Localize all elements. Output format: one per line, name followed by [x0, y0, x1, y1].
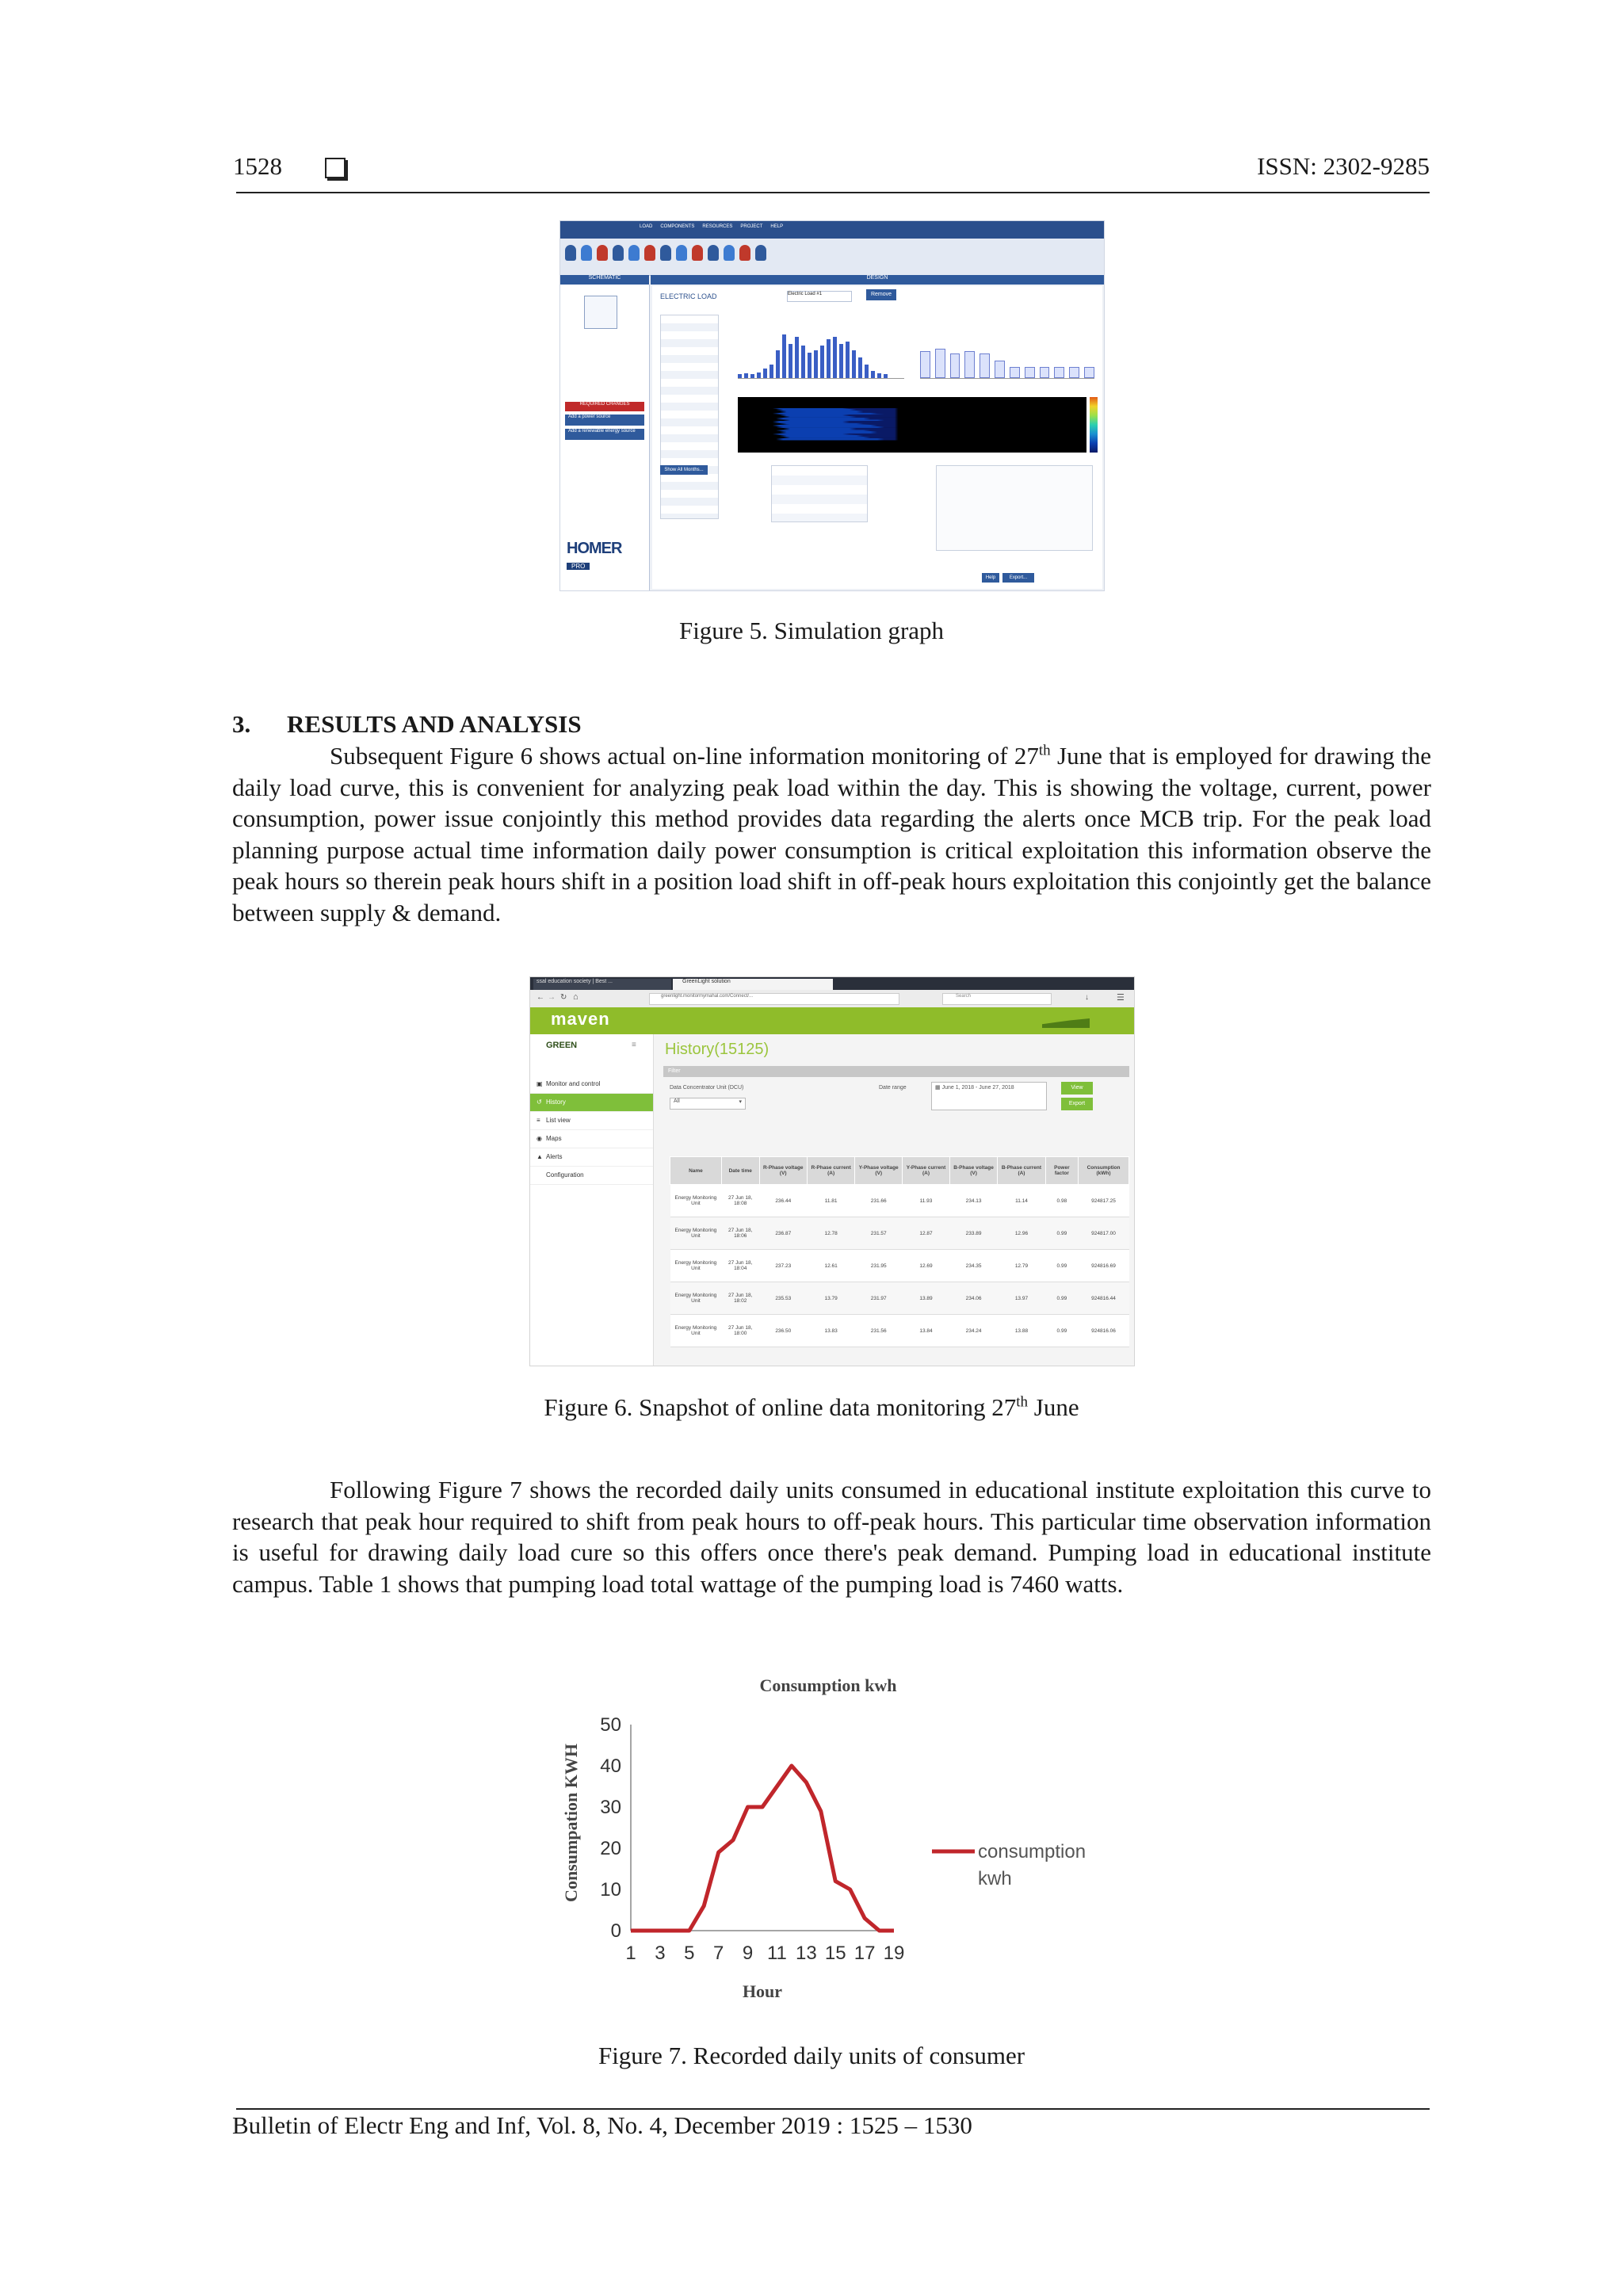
chart-title: Consumption kwh: [759, 1675, 897, 1695]
ribbon-tool-icon[interactable]: [613, 245, 624, 261]
table-cell: 0.99: [1045, 1315, 1078, 1347]
show-all-months-button[interactable]: Show All Months...: [660, 465, 708, 475]
daily-profile-bar: [833, 337, 837, 378]
filter-bar: Filter: [663, 1066, 1129, 1077]
footer-rule: [236, 2108, 1430, 2110]
table-cell: 924816.44: [1079, 1282, 1129, 1315]
section-number: 3.: [232, 710, 251, 738]
daily-profile-bar: [846, 342, 850, 378]
ribbon-tool-icon[interactable]: [644, 245, 655, 261]
y-tick-label: 30: [600, 1797, 621, 1818]
series-line: [631, 1766, 894, 1931]
brand-bar: [530, 1007, 1134, 1034]
dcu-label: Data Concentrator Unit (DCU): [670, 1085, 744, 1091]
load-icon: [584, 296, 617, 329]
table-cell: 236.87: [759, 1217, 807, 1250]
table-cell: 237.23: [759, 1250, 807, 1282]
efficiency-box: [936, 465, 1093, 551]
section-heading: [232, 710, 582, 739]
export-button[interactable]: Export...: [1002, 573, 1034, 583]
view-button[interactable]: View: [1061, 1082, 1093, 1095]
table-cell: 13.84: [903, 1315, 950, 1347]
table-cell: 231.95: [855, 1250, 903, 1282]
heatmap-color-scale: [1090, 397, 1098, 453]
seasonal-box: [1084, 367, 1094, 378]
map-pin-icon: ◉: [537, 1135, 542, 1142]
daily-profile-bar: [789, 344, 792, 379]
table-header-cell: Name: [670, 1157, 722, 1185]
table-cell: Energy Monitoring Unit: [670, 1315, 722, 1347]
help-button[interactable]: Help: [982, 573, 999, 583]
daily-profile-bar: [750, 374, 754, 378]
table-cell: 924816.06: [1079, 1315, 1129, 1347]
figure5-caption: Figure 5. Simulation graph: [678, 617, 945, 644]
ribbon-tool-icon[interactable]: [708, 245, 719, 261]
seasonal-box: [950, 353, 960, 378]
daily-profile-bar: [769, 365, 773, 378]
seasonal-box: [980, 353, 990, 378]
table-cell: 27 Jun 18, 18:02: [721, 1282, 759, 1315]
table-cell: 234.24: [949, 1315, 997, 1347]
stats-table: [771, 465, 868, 522]
homer-menu-tab[interactable]: HELP: [770, 224, 784, 229]
header-rule: [236, 192, 1430, 193]
figure6-caption: Figure 6. Snapshot of online data monitoring 27th June: [544, 1393, 1079, 1421]
search-field[interactable]: [942, 993, 1052, 1005]
sidebar-item-alerts[interactable]: ▲ Alerts: [530, 1148, 653, 1167]
table-header-cell: Y-Phase voltage (V): [855, 1157, 903, 1185]
daily-profile-chart: [738, 330, 904, 379]
table-cell: 233.89: [949, 1217, 997, 1250]
x-tick-label: 3: [655, 1943, 666, 1964]
table-cell: 13.79: [807, 1282, 854, 1315]
bell-icon: ▲: [537, 1153, 543, 1160]
history-icon: ↺: [537, 1098, 542, 1106]
daily-profile-bar: [808, 353, 812, 378]
table-cell: 0.99: [1045, 1282, 1078, 1315]
homer-ribbon: [560, 239, 1104, 276]
homer-menu-bar: [560, 221, 1104, 239]
table-cell: 13.88: [998, 1315, 1045, 1347]
design-title-bar: DESIGN: [651, 275, 1104, 285]
calendar-icon: ▦: [935, 1085, 941, 1091]
x-tick-label: 11: [766, 1943, 787, 1964]
daily-profile-bar: [795, 337, 799, 378]
app-sidebar: [530, 1034, 654, 1366]
table-cell: 231.97: [855, 1282, 903, 1315]
table-row[interactable]: [670, 1185, 1129, 1217]
table-cell: 13.83: [807, 1315, 854, 1347]
reload-icon[interactable]: ↻: [560, 993, 567, 1002]
y-tick-label: 0: [610, 1920, 621, 1942]
download-icon[interactable]: ↓: [1085, 993, 1089, 1002]
load-title: ELECTRIC LOAD: [660, 292, 717, 300]
daily-profile-bar: [827, 339, 831, 378]
table-cell: 0.99: [1045, 1217, 1078, 1250]
x-tick-label: 5: [684, 1943, 695, 1964]
schematic-panel: [560, 285, 650, 590]
ribbon-tool-icon[interactable]: [739, 245, 750, 261]
legend-label: consumption: [978, 1841, 1086, 1862]
table-cell: 924817.00: [1079, 1217, 1129, 1250]
required-changes-bar: REQUIRED CHANGES: [565, 402, 644, 411]
table-cell: Energy Monitoring Unit: [670, 1250, 722, 1282]
issn: ISSN: 2302-9285: [1257, 152, 1430, 180]
seasonal-box: [1054, 367, 1064, 378]
seasonal-profile-chart: [920, 330, 1094, 379]
table-cell: Energy Monitoring Unit: [670, 1282, 722, 1315]
sidebar-item-history[interactable]: ↺ History: [530, 1094, 653, 1112]
table-cell: 11.14: [998, 1185, 1045, 1217]
homer-menu-tab[interactable]: PROJECT: [740, 224, 763, 229]
daily-profile-bar: [877, 373, 881, 378]
sidebar-toggle-icon[interactable]: ≡: [632, 1041, 636, 1049]
daily-profile-bar: [738, 374, 742, 378]
table-cell: 27 Jun 18, 18:00: [721, 1315, 759, 1347]
add-power-source-button[interactable]: Add a power source: [565, 415, 644, 426]
remove-button[interactable]: Remove: [866, 289, 896, 300]
x-tick-label: 13: [795, 1943, 817, 1964]
ribbon-tool-icon[interactable]: [565, 245, 576, 261]
table-cell: 231.56: [855, 1315, 903, 1347]
ribbon-tool-icon[interactable]: [597, 245, 608, 261]
table-cell: 234.13: [949, 1185, 997, 1217]
figure5-screenshot: [559, 220, 1105, 591]
daily-profile-bar: [757, 372, 761, 378]
monitor-icon: ▣: [537, 1080, 543, 1087]
url-field[interactable]: greenlight.monitormymahal.com/Connect/...: [649, 993, 899, 1005]
ribbon-tool-icon[interactable]: [724, 245, 735, 261]
daily-profile-bar: [744, 373, 748, 378]
x-tick-label: 7: [712, 1943, 724, 1964]
search-placeholder: Search: [956, 994, 972, 999]
menu-icon[interactable]: ☰: [1117, 993, 1125, 1003]
daily-profile-bar: [814, 350, 818, 378]
table-cell: 27 Jun 18, 18:06: [721, 1217, 759, 1250]
x-tick-label: 17: [854, 1943, 876, 1964]
table-cell: 27 Jun 18, 18:08: [721, 1185, 759, 1217]
daily-profile-bar: [776, 350, 780, 378]
daily-profile-bar: [763, 369, 767, 378]
table-header-cell: Consumption (kWh): [1079, 1157, 1129, 1185]
sidebar-item-list-view[interactable]: ≡ List view: [530, 1112, 653, 1130]
table-cell: 0.99: [1045, 1250, 1078, 1282]
footer-citation: Bulletin of Electr Eng and Inf, Vol. 8, No. 4, December 2019 : 1525 – 1530: [232, 2111, 972, 2139]
list-icon: ≡: [537, 1117, 540, 1124]
daily-profile-bar: [884, 374, 888, 378]
table-cell: 924816.69: [1079, 1250, 1129, 1282]
schematic-title-bar: SCHEMATIC: [560, 275, 649, 285]
ribbon-tool-icon[interactable]: [581, 245, 592, 261]
table-header-cell: R-Phase current (A): [807, 1157, 854, 1185]
table-header-cell: B-Phase voltage (V): [949, 1157, 997, 1185]
table-cell: 924817.25: [1079, 1185, 1129, 1217]
january-profile-table: [660, 315, 719, 519]
history-table: [670, 1156, 1129, 1347]
table-cell: 231.66: [855, 1185, 903, 1217]
daily-profile-bar: [782, 334, 786, 378]
homer-menu-tab[interactable]: RESOURCES: [702, 224, 733, 229]
table-row[interactable]: [670, 1217, 1129, 1250]
table-cell: 12.79: [998, 1250, 1045, 1282]
page-title: History(15125): [665, 1041, 769, 1058]
seasonal-box: [1025, 367, 1035, 378]
daily-profile-bar: [865, 365, 869, 378]
dcu-select[interactable]: All ▾: [670, 1098, 746, 1110]
ribbon-tool-icon[interactable]: [660, 245, 671, 261]
table-cell: 11.81: [807, 1185, 854, 1217]
browser-tab-2[interactable]: GreenLight solution: [673, 979, 833, 990]
x-tick-label: 9: [742, 1943, 754, 1964]
signal-graphic: [1042, 1018, 1090, 1028]
table-cell: 231.57: [855, 1217, 903, 1250]
date-range-label: Date range: [879, 1085, 907, 1091]
paragraph-2: Following Figure 7 shows the recorded daily units consumed in educational institute exploitation this curve to research that peak hour required to shift from peak hours to off-peak hours. This particular time observation information is useful for drawing daily load cure so this offers once there's peak demand. Pumping load in educational institute campus. Table 1 shows that pumping load total wattage of the pumping load is 7460 watts.: [232, 1476, 1431, 1598]
forward-icon[interactable]: →: [548, 993, 556, 1002]
maven-logo: maven: [551, 1009, 610, 1029]
daily-profile-bar: [839, 344, 843, 379]
table-cell: 11.93: [903, 1185, 950, 1217]
table-header-cell: R-Phase voltage (V): [759, 1157, 807, 1185]
sidebar-item-maps[interactable]: ◉ Maps: [530, 1130, 653, 1148]
figure7-caption: Figure 7. Recorded daily units of consumer: [598, 2042, 1025, 2069]
browser-tab-1[interactable]: ssal education society | Best ...: [533, 979, 671, 990]
table-cell: Energy Monitoring Unit: [670, 1217, 722, 1250]
table-header-cell: B-Phase current (A): [998, 1157, 1045, 1185]
ribbon-tool-icon[interactable]: [755, 245, 766, 261]
seasonal-box: [1010, 367, 1020, 378]
daily-profile-bar: [801, 346, 805, 378]
table-cell: 13.97: [998, 1282, 1045, 1315]
y-tick-label: 20: [600, 1838, 621, 1859]
table-cell: 13.89: [903, 1282, 950, 1315]
sidebar-item-configuration[interactable]: Configuration: [530, 1167, 653, 1185]
date-range-field[interactable]: ▦ June 1, 2018 - June 27, 2018: [931, 1082, 1047, 1110]
table-cell: 234.35: [949, 1250, 997, 1282]
legend-label: kwh: [978, 1868, 1012, 1889]
chevron-down-icon: ▾: [739, 1099, 742, 1105]
table-cell: 234.06: [949, 1282, 997, 1315]
paragraph-1: Subsequent Figure 6 shows actual on-line information monitoring of 27th June that is employed for drawing the daily load curve, this is convenient for analyzing peak load within the day. This is showing the voltage, current, power consumption, power issue conjointly this method provides data regarding the alerts once MCB trip. For the peak load planning purpose actual time information daily power consumption is critical exploitation this information observe the peak hours so therein peak hours shift in a position load shift in off-peak hours exploitation this conjointly get the balance between supply & demand.: [232, 742, 1431, 926]
seasonal-box: [920, 351, 930, 378]
sidebar-item-monitor-and-control[interactable]: ▣ Monitor and control: [530, 1075, 653, 1094]
add-renewable-button[interactable]: Add a renewable energy source: [565, 429, 644, 440]
x-tick-label: 15: [824, 1943, 846, 1964]
table-header-cell: Power factor: [1045, 1157, 1078, 1185]
page-number: 1528: [233, 152, 282, 180]
table-row[interactable]: [670, 1282, 1129, 1315]
seasonal-box: [995, 361, 1005, 378]
table-cell: 236.50: [759, 1315, 807, 1347]
back-icon[interactable]: ←: [537, 993, 544, 1002]
address-bar: [530, 990, 1134, 1008]
chart-ylabel: Consumpation KWH: [561, 1744, 581, 1902]
x-tick-label: 1: [625, 1943, 636, 1964]
seasonal-box: [1069, 367, 1079, 378]
table-cell: 12.87: [903, 1217, 950, 1250]
yearly-profile-heatmap: [738, 397, 1086, 453]
design-panel: [652, 286, 1102, 589]
homer-logo: HOMER PRO: [567, 540, 622, 570]
table-cell: 12.96: [998, 1217, 1045, 1250]
table-cell: 235.53: [759, 1282, 807, 1315]
figure7-chart: [555, 1664, 1109, 2013]
daily-profile-bar: [852, 350, 856, 378]
y-tick-label: 10: [600, 1879, 621, 1901]
table-cell: Energy Monitoring Unit: [670, 1185, 722, 1217]
table-cell: 12.78: [807, 1217, 854, 1250]
homer-menu-tab[interactable]: LOAD: [640, 224, 653, 229]
seasonal-box: [935, 349, 945, 378]
seasonal-box: [964, 351, 975, 378]
table-cell: 12.69: [903, 1250, 950, 1282]
ribbon-tool-icon[interactable]: [676, 245, 687, 261]
daily-profile-bar: [871, 371, 875, 378]
name-field[interactable]: Electric Load #1: [787, 291, 852, 302]
section-title: RESULTS AND ANALYSIS: [287, 710, 582, 738]
daily-profile-bar: [858, 357, 862, 378]
chart-xlabel: Hour: [742, 1981, 783, 2001]
table-row[interactable]: [670, 1315, 1129, 1347]
ribbon-tool-icon[interactable]: [628, 245, 640, 261]
table-header-cell: Date time: [721, 1157, 759, 1185]
seasonal-box: [1040, 367, 1050, 378]
figure6-screenshot: [529, 976, 1135, 1366]
table-cell: 12.61: [807, 1250, 854, 1282]
table-row[interactable]: [670, 1250, 1129, 1282]
table-header-cell: Y-Phase current (A): [903, 1157, 950, 1185]
table-cell: 27 Jun 18, 18:04: [721, 1250, 759, 1282]
homer-menu-tab[interactable]: COMPONENTS: [660, 224, 695, 229]
y-tick-label: 50: [600, 1714, 621, 1736]
daily-profile-bar: [820, 346, 824, 378]
browser-tab-strip: [530, 977, 1134, 990]
green-logo: GREEN: [546, 1041, 578, 1050]
checkbox-icon: [325, 158, 346, 178]
home-icon[interactable]: ⌂: [573, 992, 579, 1002]
x-tick-label: 19: [883, 1943, 905, 1964]
table-cell: 236.44: [759, 1185, 807, 1217]
ribbon-tool-icon[interactable]: [692, 245, 703, 261]
y-tick-label: 40: [600, 1755, 621, 1777]
table-cell: 0.98: [1045, 1185, 1078, 1217]
export-button[interactable]: Export: [1061, 1098, 1093, 1110]
